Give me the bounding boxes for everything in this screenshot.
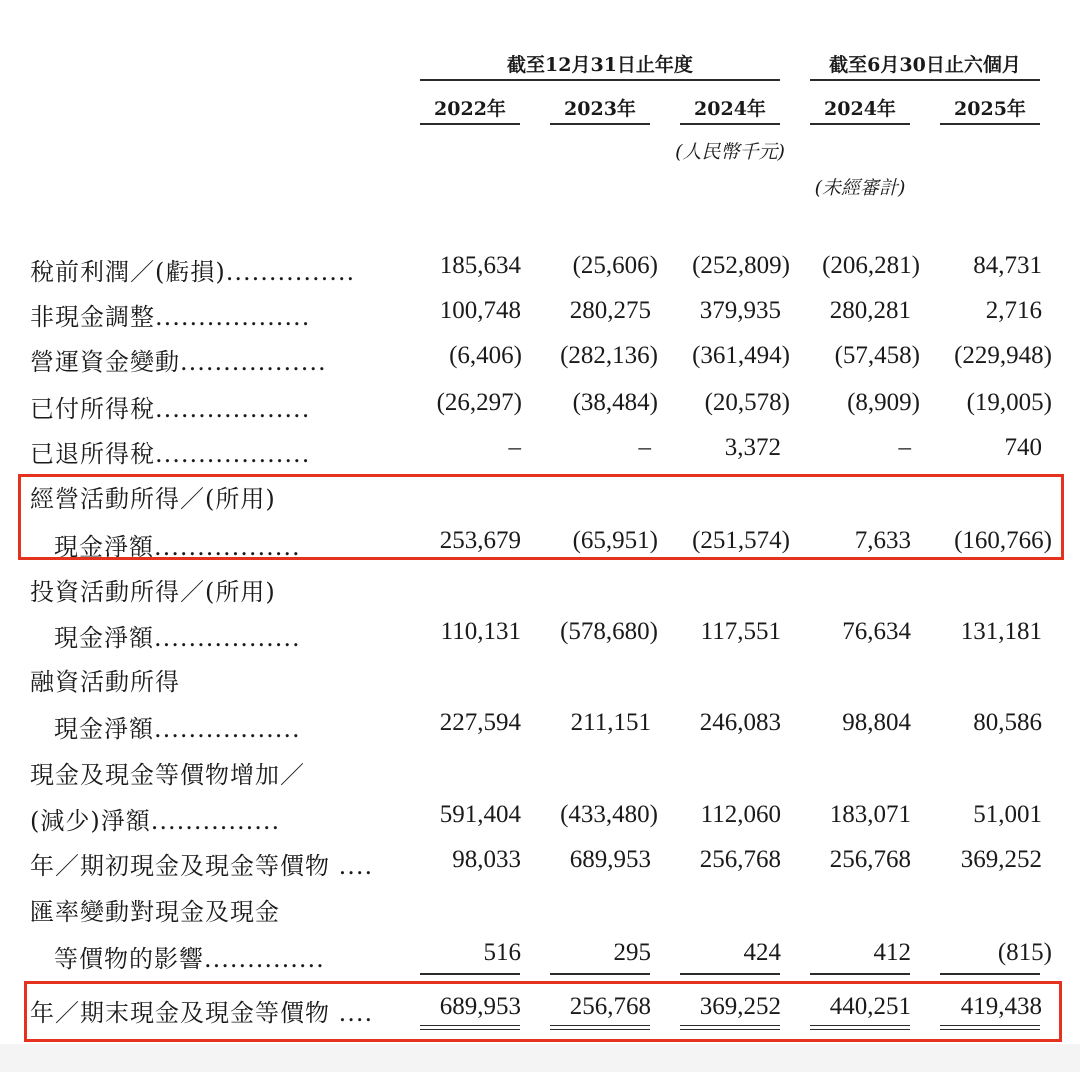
row-label-income-tax-refunded: 已退所得稅.................. [30,440,311,468]
subtotal-rule-c1 [550,973,650,975]
cell-r4-c1: (38,484) [572,389,658,416]
cell-r5-c2: 3,372 [724,434,781,461]
cell-r2-c2: 379,935 [699,297,781,324]
page-bottom-strip [0,1044,1080,1072]
subtotal-rule-c3 [810,973,910,975]
row-label-net-change-cash: 現金及現金等價物增加／ [30,761,305,789]
cell-r10-c0: 98,033 [452,846,521,873]
unaudited-label: (未經審計) [814,177,906,199]
cell-r10-c4: 369,252 [960,846,1042,873]
cell-r4-c2: (20,578) [704,389,790,416]
row-label-financing-activities: 融資活動所得 [30,668,180,696]
row-label-financing-net-cash: 現金淨額................. [54,715,301,743]
cell-r11-c0: 516 [483,939,521,966]
cell-r2-c3: 280,281 [829,297,911,324]
cell-r7-c3: 76,634 [842,618,911,645]
cell-r11-c3: 412 [873,939,911,966]
cell-r2-c0: 100,748 [439,297,521,324]
cell-r11-c1: 295 [613,939,651,966]
cell-r10-c1: 689,953 [569,846,651,873]
cell-r12-c1: 256,768 [569,993,651,1020]
cell-r4-c0: (26,297) [436,389,522,416]
cell-r6-c0: 253,679 [439,527,521,554]
year-header-2024-interim: 2024年 [824,98,896,120]
cell-r2-c4: 2,716 [985,297,1042,324]
cell-r9-c4: 51,001 [973,801,1042,828]
year-rule-2024-interim [810,123,910,125]
year-rule-2022 [420,123,520,125]
header-rule-annual [420,79,780,81]
row-label-fx-effect: 匯率變動對現金及現金 [30,898,280,926]
subtotal-rule-c2 [680,973,780,975]
year-rule-2023 [550,123,650,125]
year-rule-2025-interim [940,123,1040,125]
cell-r9-c0: 591,404 [439,801,521,828]
cell-r7-c1: (578,680) [560,618,658,645]
row-label-operating-activities: 經營活動所得／(所用) [30,485,276,513]
row-label-profit-before-tax: 稅前利潤／(虧損)............... [30,258,356,286]
cell-r6-c3: 7,633 [854,527,911,554]
row-label-opening-cash: 年／期初現金及現金等價物 .... [30,852,374,880]
cell-r9-c1: (433,480) [560,801,658,828]
cell-r12-c0: 689,953 [439,993,521,1020]
year-header-2025-interim: 2025年 [954,98,1026,120]
cell-r9-c2: 112,060 [700,801,781,828]
cell-r10-c3: 256,768 [829,846,911,873]
cell-r6-c1: (65,951) [572,527,658,554]
cell-r8-c4: 80,586 [973,709,1042,736]
cell-r2-c1: 280,275 [569,297,651,324]
cell-r12-c4: 419,438 [960,993,1042,1020]
cell-r1-c3: (206,281) [822,252,920,279]
cell-r3-c3: (57,458) [834,342,920,369]
cell-r12-c3: 440,251 [829,993,911,1020]
subtotal-rule-c4 [940,973,1040,975]
row-label-closing-cash: 年／期末現金及現金等價物 .... [30,999,374,1027]
row-label-non-cash-adjustments: 非現金調整.................. [30,303,311,331]
row-label-investing-activities: 投資活動所得／(所用) [30,578,276,606]
row-label-net-change-amount: (減少)淨額............... [30,807,281,835]
cell-r1-c1: (25,606) [572,252,658,279]
cell-r9-c3: 183,071 [829,801,911,828]
cell-r3-c0: (6,406) [449,342,522,369]
cell-r8-c1: 211,151 [570,709,651,736]
cell-r1-c0: 185,634 [439,252,521,279]
cell-r12-c2: 369,252 [699,993,781,1020]
cell-r4-c3: (8,909) [847,389,920,416]
cell-r6-c4: (160,766) [954,527,1052,554]
cell-r7-c2: 117,551 [700,618,781,645]
cell-r1-c2: (252,809) [692,252,790,279]
cell-r5-c4: 740 [1004,434,1042,461]
cell-r1-c4: 84,731 [973,252,1042,279]
cell-r3-c4: (229,948) [954,342,1052,369]
row-label-fx-effect-cont: 等價物的影響.............. [54,945,325,973]
cell-r3-c2: (361,494) [692,342,790,369]
unit-label: (人民幣千元) [675,141,785,163]
row-label-investing-net-cash: 現金淨額................. [54,624,301,652]
year-header-2022: 2022年 [434,98,506,120]
cell-r5-c0: – [508,434,521,461]
highlight-box-operating [18,474,1064,560]
cell-r3-c1: (282,136) [560,342,658,369]
cell-r8-c3: 98,804 [842,709,911,736]
cell-r7-c4: 131,181 [960,618,1042,645]
row-label-working-capital: 營運資金變動................. [30,348,327,376]
row-label-income-tax-paid: 已付所得稅.................. [30,395,311,423]
year-header-2024: 2024年 [694,98,766,120]
cell-r10-c2: 256,768 [699,846,781,873]
cell-r11-c2: 424 [743,939,781,966]
year-rule-2024 [680,123,780,125]
cell-r11-c4: (815) [997,939,1052,966]
cell-r7-c0: 110,131 [440,618,521,645]
header-group-interim: 截至6月30日止六個月 [829,54,1021,76]
subtotal-rule-c0 [420,973,520,975]
cell-r5-c3: – [898,434,911,461]
cell-r8-c0: 227,594 [439,709,521,736]
header-rule-interim [810,79,1040,81]
cell-r8-c2: 246,083 [699,709,781,736]
cell-r4-c4: (19,005) [966,389,1052,416]
row-label-operating-net-cash: 現金淨額................. [54,533,301,561]
cell-r6-c2: (251,574) [692,527,790,554]
year-header-2023: 2023年 [564,98,636,120]
cell-r5-c1: – [638,434,651,461]
header-group-annual: 截至12月31日止年度 [507,54,693,76]
highlight-box-closing-cash [24,981,1062,1042]
